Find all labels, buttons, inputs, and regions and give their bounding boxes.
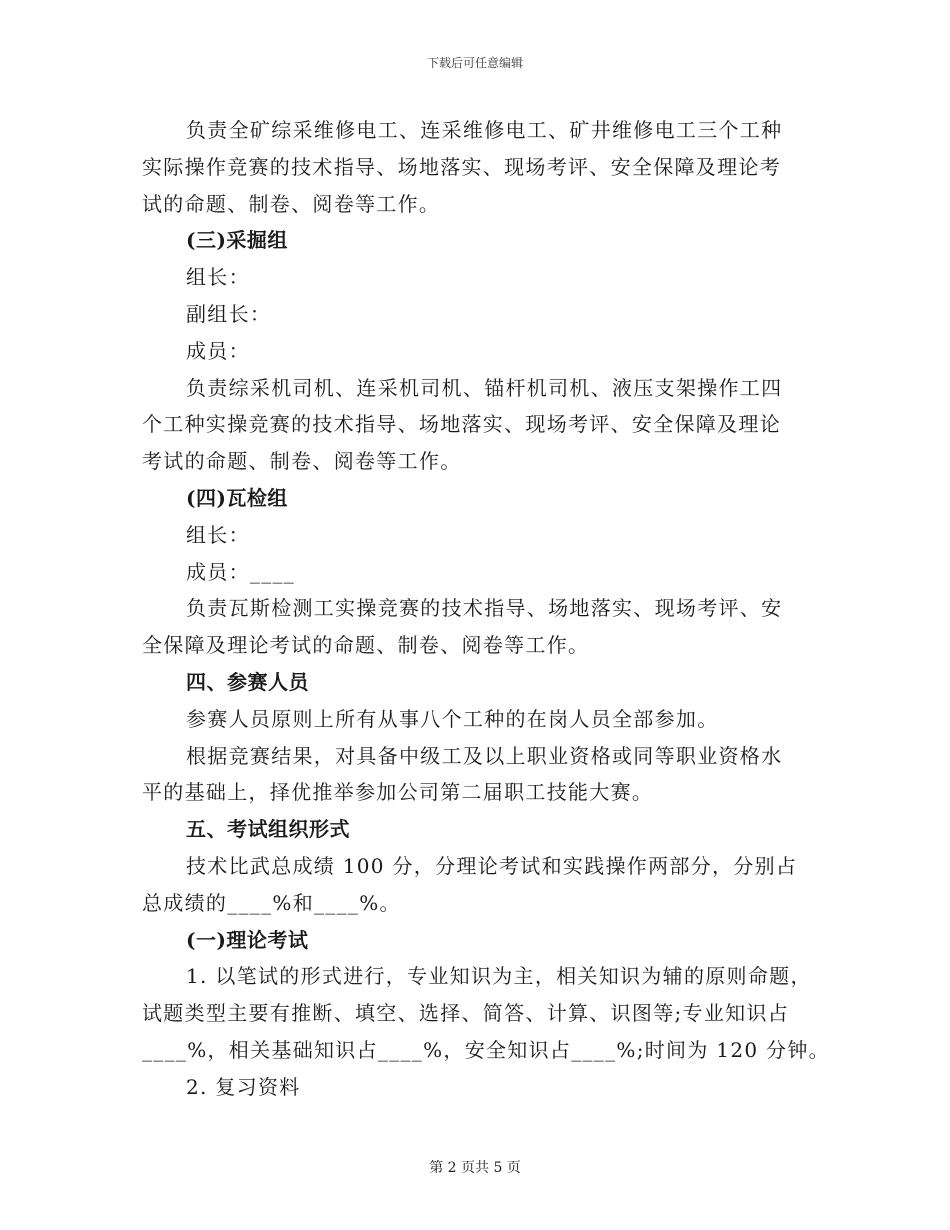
paragraph-line: 技术比武总成绩 100 分，分理论考试和实践操作两部分，分别占: [186, 853, 798, 878]
paragraph-line: ____%，相关基础知识占____%，安全知识占____%;时间为 120 分钟。: [142, 1037, 830, 1062]
paragraph-line: 1. 以笔试的形式进行，专业知识为主，相关知识为辅的原则命题，: [186, 964, 812, 989]
paragraph-line: 根据竞赛结果，对具备中级工及以上职业资格或同等职业资格水: [186, 743, 783, 768]
paragraph-line: 个工种实操竞赛的技术指导、场地落实、现场考评、安全保障及理论: [142, 412, 781, 437]
paragraph-line: 成员：____: [186, 559, 296, 584]
paragraph-line: 2. 复习资料: [186, 1074, 301, 1099]
section-heading: (一)理论考试: [186, 927, 309, 952]
paragraph-line: 参赛人员原则上所有从事八个工种的在岗人员全部参加。: [186, 706, 719, 731]
paragraph-line: 考试的命题、制卷、阅卷等工作。: [142, 449, 462, 474]
paragraph-line: 总成绩的____%和____%。: [142, 890, 401, 915]
paragraph-line: 组长：: [186, 265, 250, 290]
section-heading: 四、参赛人员: [186, 669, 309, 694]
paragraph-line: 副组长：: [186, 301, 272, 326]
paragraph-line: 负责综采机司机、连采机司机、锚杆机司机、液压支架操作工四: [186, 375, 783, 400]
page-footer: 第 2 页共 5 页: [429, 1160, 521, 1176]
paragraph-line: 实际操作竞赛的技术指导、场地落实、现场考评、安全保障及理论考: [142, 154, 781, 179]
paragraph-line: 负责全矿综采维修电工、连采维修电工、矿井维修电工三个工种: [186, 118, 783, 142]
paragraph-line: 试题类型主要有推断、填空、选择、简答、计算、识图等;专业知识占: [142, 1001, 790, 1026]
section-heading: (四)瓦检组: [186, 485, 288, 510]
paragraph-line: 试的命题、制卷、阅卷等工作。: [142, 191, 441, 216]
page-header: 下载后可任意编辑: [426, 56, 523, 70]
section-heading: (三)采掘组: [186, 228, 288, 253]
paragraph-line: 组长：: [186, 522, 250, 547]
paragraph-line: 全保障及理论考试的命题、制卷、阅卷等工作。: [142, 633, 590, 658]
paragraph-line: 平的基础上，择优推举参加公司第二届职工技能大赛。: [142, 780, 654, 805]
paragraph-line: 负责瓦斯检测工实操竞赛的技术指导、场地落实、现场考评、安: [186, 596, 783, 621]
document-body: [142, 112, 830, 1106]
paragraph-line: 成员：: [186, 338, 250, 363]
section-heading: 五、考试组织形式: [186, 817, 350, 842]
